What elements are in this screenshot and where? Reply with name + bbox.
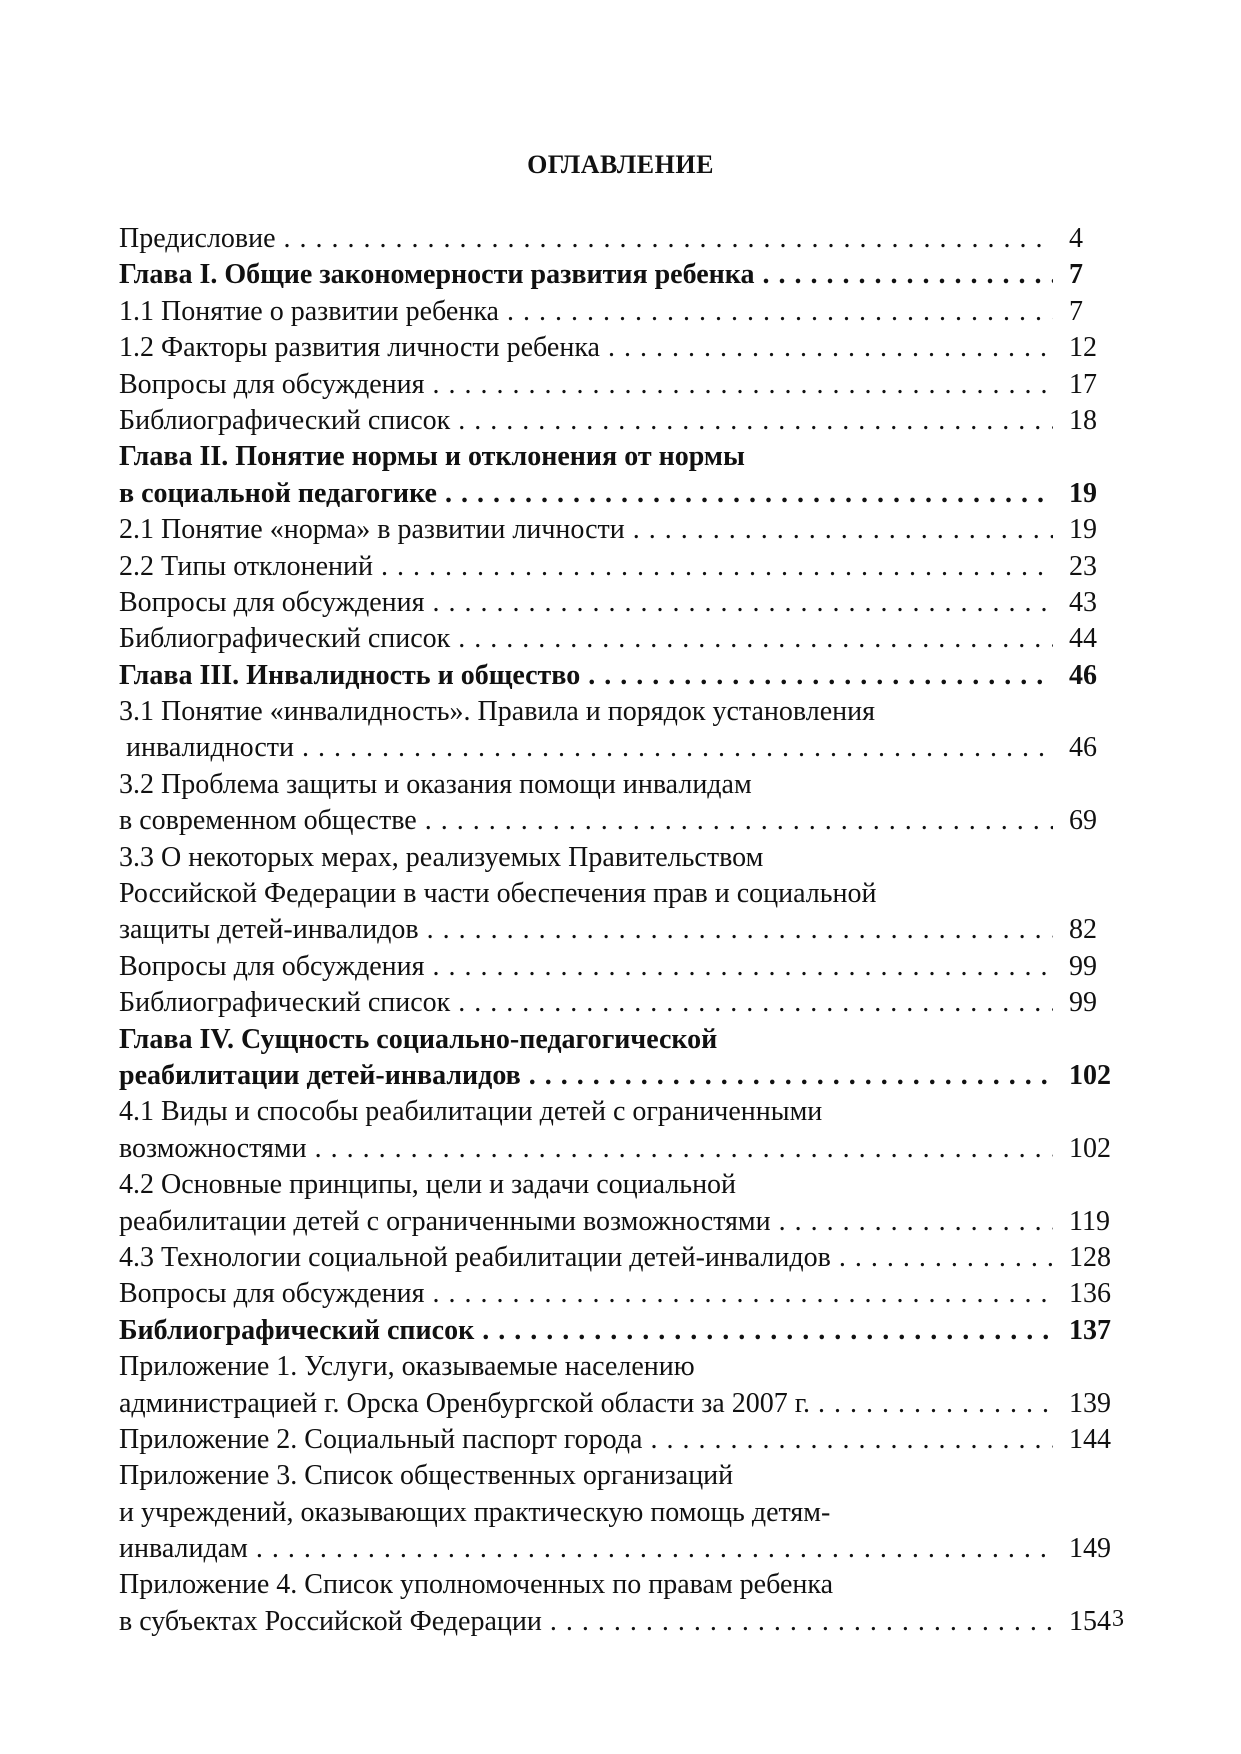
toc-leader-dots [433, 949, 1054, 985]
toc-entry-text: Библиографический список [119, 1314, 475, 1346]
toc-entry-text: Глава I. Общие закономерности развития ребенка [119, 259, 755, 291]
toc-entry-text: Предисловие [119, 223, 276, 254]
toc-page-number: 19 [1069, 477, 1097, 509]
toc-leader-dots [507, 294, 1053, 330]
toc-page-number: 82 [1069, 914, 1097, 946]
toc-leader-dots [256, 1531, 1053, 1567]
toc-leader-dots [302, 730, 1053, 766]
toc-page-number: 144 [1069, 1423, 1111, 1455]
toc-page-number: 136 [1069, 1278, 1111, 1310]
toc-entry-text: Глава IV. Сущность социально-педагогической [119, 1023, 718, 1055]
toc-entry-text: 2.1 Понятие «норма» в развитии личности [119, 514, 625, 546]
toc-entry-text: 4.3 Технологии социальной реабилитации детей-инвалидов [119, 1241, 831, 1273]
toc-entry[interactable] [119, 1240, 1119, 1276]
toc-entry-text: Глава III. Инвалидность и общество [119, 659, 581, 691]
page-number: 3 [1112, 1606, 1124, 1632]
toc-entry-text: защиты детей-инвалидов [119, 914, 419, 946]
toc-entry-text: Вопросы для обсуждения [119, 368, 425, 400]
toc-entry-text: 4.2 Основные принципы, цели и задачи социальной [119, 1169, 737, 1201]
toc-entry[interactable] [119, 658, 1119, 694]
toc-entry[interactable] [119, 949, 1119, 985]
toc-entry-text: Приложение 2. Социальный паспорт города [119, 1423, 643, 1455]
toc-page-number: 43 [1069, 586, 1097, 618]
toc-entry-text: и учреждений, оказывающих практическую помощь детям- [119, 1496, 831, 1528]
toc-leader-dots [458, 985, 1053, 1021]
toc-entry[interactable] [119, 330, 1119, 366]
toc-entry-text: Библиографический список [119, 623, 451, 655]
toc-page-number: 44 [1069, 623, 1097, 655]
toc-leader-dots [315, 1131, 1053, 1167]
toc-title: ОГЛАВЛЕНИЕ [527, 150, 714, 179]
toc-entry[interactable] [119, 257, 1119, 293]
toc-entry-text: 1.1 Понятие о развитии ребенка [119, 295, 499, 327]
toc-entry-text: Вопросы для обсуждения [119, 586, 425, 618]
toc-entry-text: 3.2 Проблема защиты и оказания помощи инвалидам [119, 768, 752, 800]
toc-entry[interactable] [119, 512, 1119, 548]
toc-page-number: 19 [1069, 514, 1097, 546]
toc-entry[interactable] [119, 1022, 1119, 1095]
table-of-contents [119, 221, 1119, 1640]
toc-leader-dots [433, 1276, 1054, 1312]
toc-page-number: 7 [1069, 259, 1083, 291]
toc-page-number: 137 [1069, 1314, 1111, 1346]
toc-page-number: 46 [1069, 732, 1097, 764]
toc-entry-text: инвалидности [119, 732, 295, 764]
toc-entry[interactable] [119, 1094, 1119, 1167]
toc-entry[interactable] [119, 1458, 1119, 1567]
toc-entry[interactable] [119, 1349, 1119, 1422]
toc-page-number: 46 [1069, 659, 1097, 691]
toc-entry[interactable] [119, 1276, 1119, 1312]
toc-leader-dots [427, 912, 1053, 948]
toc-entry-text: возможностями [119, 1132, 307, 1164]
toc-entry[interactable] [119, 367, 1119, 403]
toc-entry-text: администрацией г. Орска Оренбургской области за 2007 г. [119, 1387, 811, 1419]
toc-leader-dots [425, 803, 1053, 839]
toc-leader-dots [381, 549, 1053, 585]
toc-leader-dots [482, 1313, 1053, 1349]
toc-entry-text: Вопросы для обсуждения [119, 1278, 425, 1310]
toc-page-number: 99 [1069, 987, 1097, 1019]
toc-entry[interactable] [119, 1313, 1119, 1349]
toc-leader-dots [445, 476, 1053, 512]
toc-page-number: 102 [1069, 1132, 1111, 1164]
toc-leader-dots [284, 221, 1053, 257]
toc-entry[interactable] [119, 549, 1119, 585]
toc-entry-text: Российской Федерации в части обеспечения прав и социальной [119, 878, 877, 910]
toc-leader-dots [633, 512, 1053, 548]
toc-page-number: 154 [1069, 1605, 1111, 1637]
toc-entry-text: Приложение 3. Список общественных организаций [119, 1460, 734, 1492]
toc-entry[interactable] [119, 221, 1119, 257]
toc-leader-dots [763, 257, 1053, 293]
toc-entry[interactable] [119, 294, 1119, 330]
toc-page-number: 119 [1069, 1205, 1110, 1237]
toc-entry-text: Приложение 4. Список уполномоченных по правам ребенка [119, 1569, 833, 1601]
toc-leader-dots [433, 367, 1054, 403]
toc-entry-text: Вопросы для обсуждения [119, 950, 425, 982]
toc-page-number: 102 [1069, 1059, 1111, 1091]
toc-entry[interactable] [119, 1167, 1119, 1240]
toc-leader-dots [779, 1204, 1053, 1240]
toc-entry-text: 3.1 Понятие «инвалидность». Правила и порядок установления [119, 696, 876, 728]
toc-leader-dots [608, 330, 1053, 366]
toc-entry-text: 3.3 О некоторых мерах, реализуемых Правительством [119, 841, 764, 873]
toc-page-number: 4 [1069, 223, 1083, 254]
toc-entry-text: 4.1 Виды и способы реабилитации детей с ограниченными [119, 1096, 823, 1128]
toc-leader-dots [550, 1604, 1053, 1640]
toc-entry-text: в субъектах Российской Федерации [119, 1605, 542, 1637]
toc-entry-text: Приложение 1. Услуги, оказываемые населению [119, 1351, 695, 1383]
toc-page-number: 7 [1069, 295, 1083, 327]
toc-entry[interactable] [119, 403, 1119, 439]
toc-entry-text: 1.2 Факторы развития личности ребенка [119, 332, 600, 364]
toc-entry-text: 2.2 Типы отклонений [119, 550, 373, 582]
toc-entry[interactable] [119, 621, 1119, 657]
toc-page-number: 128 [1069, 1241, 1111, 1273]
toc-leader-dots [588, 658, 1053, 694]
toc-entry-text: в социальной педагогике [119, 477, 437, 509]
toc-page-number: 99 [1069, 950, 1097, 982]
toc-entry-text: реабилитации детей-инвалидов [119, 1059, 521, 1091]
toc-entry-text: Библиографический список [119, 404, 451, 436]
toc-page-number: 139 [1069, 1387, 1111, 1419]
toc-entry[interactable] [119, 1567, 1119, 1640]
toc-leader-dots [529, 1058, 1053, 1094]
toc-leader-dots [839, 1240, 1053, 1276]
toc-entry[interactable] [119, 439, 1119, 512]
toc-entry[interactable] [119, 1422, 1119, 1458]
toc-leader-dots [458, 403, 1053, 439]
toc-entry[interactable] [119, 985, 1119, 1021]
toc-entry-text: реабилитации детей с ограниченными возможностями [119, 1205, 771, 1237]
toc-leader-dots [458, 621, 1053, 657]
toc-page-number: 12 [1069, 332, 1097, 364]
toc-entry[interactable] [119, 585, 1119, 621]
toc-entry[interactable] [119, 694, 1119, 767]
toc-leader-dots [818, 1386, 1053, 1422]
toc-entry-text: Глава II. Понятие нормы и отклонения от нормы [119, 441, 745, 473]
toc-page-number: 69 [1069, 805, 1097, 837]
toc-entry-text: в современном обществе [119, 805, 417, 837]
toc-page-number: 149 [1069, 1533, 1111, 1565]
toc-page-number: 23 [1069, 550, 1097, 582]
toc-leader-dots [433, 585, 1054, 621]
toc-leader-dots [650, 1422, 1053, 1458]
toc-entry[interactable] [119, 767, 1119, 840]
toc-entry-text: инвалидам [119, 1533, 248, 1565]
toc-page-number: 17 [1069, 368, 1097, 400]
toc-entry[interactable] [119, 840, 1119, 949]
toc-entry-text: Библиографический список [119, 987, 451, 1019]
toc-page-number: 18 [1069, 404, 1097, 436]
